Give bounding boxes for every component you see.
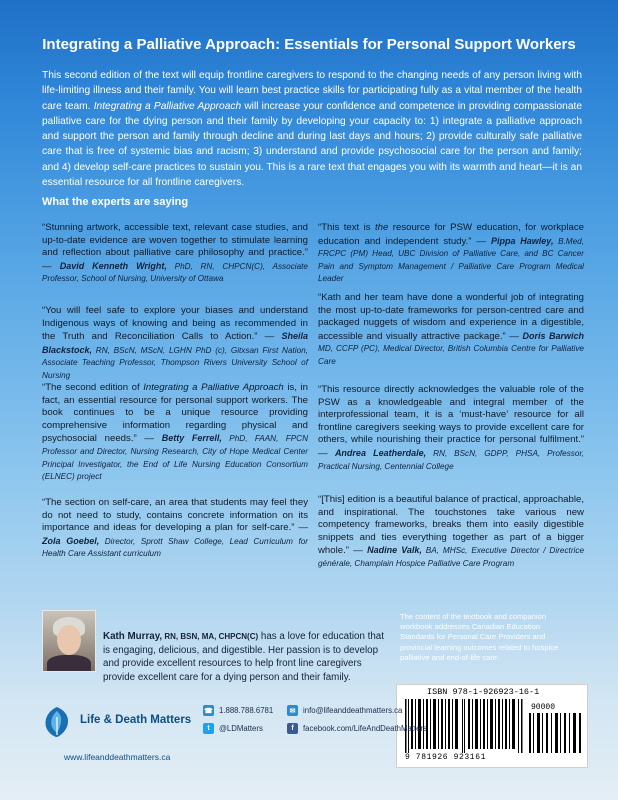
phone-number: 1.888.788.6781 [219,706,274,715]
email-address: info@lifeanddeathmatters.ca [303,706,403,715]
expert-quote [42,305,308,383]
quote-affiliation: BA, MHSc, Executive Director / Directrice générale, Champlain Hospice Palliative Care Program [318,546,585,568]
expert-quote [42,222,308,286]
quote-author: Sheila Blackstock, [42,331,308,355]
expert-quote [318,494,584,571]
quote-author: Zola Goebel, [42,535,100,546]
author-photo [42,610,96,672]
quote-attribution [42,537,308,559]
quote-attribution [318,449,584,471]
contact-email[interactable] [287,705,402,716]
quote-text: “This resource directly acknowledges the valuable role of the PSW as a knowledgeable and integral member of the interprofessional team, it is a ‘must-have’ resource for all frontline caregivers seeking ways to provide excellent care for others, while nourishing their practice for personal fulfilment.” — [318,384,584,459]
quote-author: Doris Barwich [522,330,584,341]
quote-text: “Kath and her team have done a wonderful job of integrating the most up-to-date frameworks for person-centred care and packaged nuggets of wisdom and experience in a digestible, accessible and visually attractive package.” — [318,292,584,342]
email-icon: ✉ [287,705,298,716]
facebook-url: facebook.com/LifeAndDeathMatters [303,724,427,733]
author-photo-face [57,625,81,655]
isbn-label: ISBN 978-1-926923-16-1 [427,687,540,697]
quote-text: “[This] edition is a beautiful balance of practical, approachable, and inspirational. The touchstones take various new competency frameworks, breaks them into easily digestible snippets and ties everything together as part of a bigger whole.” — [318,494,584,557]
author-photo-shirt [47,655,91,672]
quote-author: David Kenneth Wright, [59,260,167,271]
quote-text: “The second edition of [42,382,144,393]
twitter-handle: @LDMatters [219,724,263,733]
quote-text: resource for PSW education, for workplace education and independent study.” — [318,222,584,247]
barcode-addon-icon [529,713,583,753]
quote-author: Betty Ferrell, [161,433,222,444]
quote-italic-title: Integrating a Palliative Approach [143,382,284,393]
quote-affiliation: Director, Sprott Shaw College, Lead Curriculum for Health Care Assistant curriculum [42,536,308,559]
intro-text-1: This second edition of the text will equip frontline caregivers to respond to the changing needs of any person living with life-limiting illness and their family. You will learn best practice skills for participating fully as a vital member of the health care team. [42,70,582,112]
contact-facebook[interactable] [287,723,427,734]
publisher-website[interactable]: www.lifeanddeathmatters.ca [64,752,171,762]
expert-quote [318,292,584,369]
phone-icon: ☎ [203,705,214,716]
expert-quote [318,384,584,473]
quote-affiliation: PhD, FAAN, FPCN Professor and Director, Nursing Research, City of Hope Medical Center Principal Investigator, the End of Life Nursing Education Consortium (ELNEC) project [42,434,308,482]
contact-phone[interactable] [203,705,273,716]
quote-text: “This text is [318,222,376,233]
isbn-price-code: 90000 [531,703,556,712]
quote-affiliation: RN, BScN, MScN, LGHN PhD (c), Gitxsan First Nation, Associate Teaching Professor, Thompson Rivers University School of Nursing [42,345,308,380]
publisher-logo-icon [40,705,74,739]
author-bio [103,630,388,684]
quote-text: “You will feel safe to explore your biases and understand Indigenous ways of knowing and being as recommended in the Truth and Reconciliation Calls to Action.” — [42,305,308,343]
quote-affiliation: PhD, RN, CHPCN(C), Associate Professor, School of Nursing, University of Ottawa [42,261,308,284]
contact-twitter[interactable] [203,723,263,734]
expert-quote [42,497,308,561]
intro-paragraph [42,68,582,190]
expert-quote [318,222,584,286]
quote-affiliation: MD, CCFP (PC), Medical Director, British Columbia Centre for Palliative Care [318,344,584,366]
author-bio-text: has a love for education that is engaging, delicious, and digestible. Her passion is to develop and provide excellent resources to help front line caregivers provide excellent care for a dying person and their family. [103,631,384,683]
facebook-icon: f [287,723,298,734]
quote-affiliation: B.Med, FRCPC (PM) Head, UBC Division of Palliative Care, and BC Cancer Pain and Symptom Management / Palliative Care Program Medical Leader [318,236,585,284]
intro-text-2: will increase your confidence and competence in providing compassionate palliative care for the dying person and their family by developing your capacity to: 1) integrate a palliative approach and support the person and family through decline and during last days and hours; 2) provide culturally safe palliative care that is free of systemic bias and racism; 3) understand and provide psychosocial care for the person and family; and 4) develop self-care practices to sustain you. This is a rare text that engages you with its warmth and heart—it is an essential resource for all frontline caregivers. [42,100,582,189]
experts-heading: What the experts are saying [42,196,189,208]
expert-quote [42,382,308,484]
quote-author: Pippa Hawley, [490,235,554,246]
quote-text: is, in fact, an essential resource for personal support workers. The book continues to be a unique resource providing comprehensive information regarding physical and psychosocial needs.” — [42,382,308,445]
book-title: Integrating a Palliative Approach: Essentials for Personal Support Workers [42,36,576,53]
author-credentials: RN, BSN, MA, CHPCN(C) [162,632,259,641]
isbn-digits: 9 781926 923161 [405,753,487,762]
intro-italic-title: Integrating a Palliative Approach [93,100,242,112]
publisher-name: Life & Death Matters [80,714,192,726]
quote-text: “The section on self-care, an area that students may feel they do not need to study, contains concrete information on its importance and ideas for developing a plan for self-care.” — [42,497,308,534]
quote-author: Andrea Leatherdale, [334,447,427,458]
quote-affiliation: RN, BScN, GDPP, PHSA, Professor, Practical Nursing, Centennial College [318,448,585,471]
quote-italic-word: the [375,222,389,233]
quote-attribution [42,262,308,284]
quote-author: Nadine Valk, [367,545,422,556]
author-name: Kath Murray, [103,631,163,642]
quote-text: “Stunning artwork, accessible text, relevant case studies, and up-to-date evidence are woven together to stimulate learning and reflection about palliative care philosophy and practice.” — [42,222,308,272]
standards-note: The content of the textbook and companion workbook addresses Canadian Education Standards for Personal Care Providers and provincial learning outcomes related to hospice palliative and end-of-life care. [400,612,559,662]
twitter-icon: t [203,723,214,734]
